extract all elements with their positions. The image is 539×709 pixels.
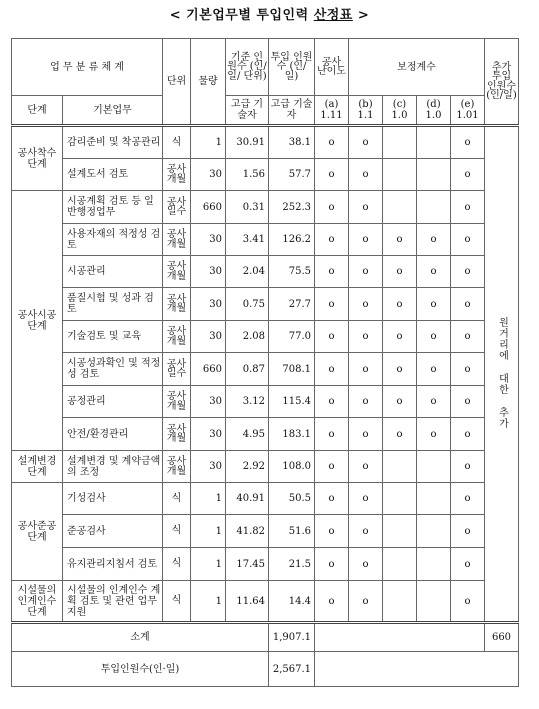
task-cell: 기성검사 [63, 483, 163, 515]
unit-header: 단위 [163, 39, 191, 126]
stage-cell: 공사시공 단계 [12, 191, 63, 451]
base-manpower-cell: 0.87 [226, 353, 269, 386]
factor-d-cell [417, 483, 451, 515]
table-row [12, 256, 519, 288]
input-manpower-cell: 126.2 [269, 224, 315, 256]
task-cell: 공정관리 [63, 386, 163, 418]
factor-c-cell: o [383, 386, 417, 418]
factor-a-cell: o [315, 126, 349, 159]
factor-e-cell: o [451, 515, 485, 548]
factor-e-header: (e) 1.01 [451, 96, 485, 126]
base-manpower-cell: 40.91 [226, 483, 269, 515]
quantity-cell: 660 [191, 191, 226, 224]
factor-a-cell: o [315, 224, 349, 256]
factor-d-cell [417, 581, 451, 623]
extra-manpower-header: 추가 투입 인원수 (인/일) [485, 39, 519, 126]
factor-b-cell: o [349, 386, 383, 418]
base-manpower-cell: 30.91 [226, 126, 269, 159]
total-blank [315, 652, 519, 687]
factor-e-cell: o [451, 224, 485, 256]
subtotal-value: 1,907.1 [269, 623, 315, 652]
factor-b-cell: o [349, 256, 383, 288]
factor-e-cell: o [451, 451, 485, 483]
factor-c-header: (c) 1.0 [383, 96, 417, 126]
factor-c-cell [383, 548, 417, 581]
factor-c-cell: o [383, 418, 417, 451]
factor-b-cell: o [349, 224, 383, 256]
factor-c-cell: o [383, 353, 417, 386]
table-row [12, 548, 519, 581]
factor-a-cell: o [315, 386, 349, 418]
table-row [12, 353, 519, 386]
quantity-cell: 30 [191, 224, 226, 256]
factor-a-cell: o [315, 353, 349, 386]
factor-e-cell: o [451, 321, 485, 353]
factor-d-cell: o [417, 418, 451, 451]
table-row [12, 224, 519, 256]
task-cell: 감리준비 및 착공관리 [63, 126, 163, 159]
factor-e-cell: o [451, 191, 485, 224]
stage-cell: 시설물의 인계인수 단계 [12, 581, 63, 623]
input-manpower-cell: 75.5 [269, 256, 315, 288]
page-title [0, 4, 539, 23]
factor-d-cell [417, 126, 451, 159]
input-manpower-cell: 115.4 [269, 386, 315, 418]
base-manpower-cell: 41.82 [226, 515, 269, 548]
unit-cell: 식 [163, 515, 191, 548]
base-manpower-cell: 2.08 [226, 321, 269, 353]
senior-tech-header-1: 고급 기술자 [226, 96, 269, 126]
quantity-cell: 30 [191, 451, 226, 483]
quantity-cell: 1 [191, 548, 226, 581]
task-cell: 안전/환경관리 [63, 418, 163, 451]
task-cell: 품질시험 및 성과 검토 [63, 288, 163, 321]
unit-cell: 공사 개월 [163, 224, 191, 256]
unit-cell: 식 [163, 548, 191, 581]
factor-d-cell: o [417, 224, 451, 256]
factor-d-cell [417, 191, 451, 224]
table-row [12, 191, 519, 224]
factor-e-cell: o [451, 418, 485, 451]
input-manpower-cell: 50.5 [269, 483, 315, 515]
extra-note-cell [485, 126, 519, 623]
senior-tech-header-2: 고급 기술자 [269, 96, 315, 126]
factor-e-cell: o [451, 483, 485, 515]
input-manpower-cell: 77.0 [269, 321, 315, 353]
table-row [12, 451, 519, 483]
factor-b-cell: o [349, 515, 383, 548]
table-row [12, 321, 519, 353]
input-manpower-header: 투입 인원수 (인/일) [269, 39, 315, 96]
factor-c-cell [383, 191, 417, 224]
quantity-cell: 1 [191, 581, 226, 623]
table-body [12, 39, 519, 687]
factor-c-cell [383, 451, 417, 483]
quantity-cell: 30 [191, 159, 226, 191]
input-manpower-cell: 21.5 [269, 548, 315, 581]
input-manpower-cell: 14.4 [269, 581, 315, 623]
task-cell: 유지관리지침서 검토 [63, 548, 163, 581]
factor-c-cell: o [383, 224, 417, 256]
base-manpower-cell: 17.45 [226, 548, 269, 581]
quantity-cell: 30 [191, 256, 226, 288]
quantity-cell: 1 [191, 126, 226, 159]
factor-a-cell: o [315, 451, 349, 483]
table-row [12, 418, 519, 451]
unit-cell: 공사 개월 [163, 159, 191, 191]
factor-b-cell: o [349, 581, 383, 623]
table-row [12, 483, 519, 515]
table-row [12, 126, 519, 159]
factor-d-cell [417, 548, 451, 581]
unit-cell: 공사 개월 [163, 321, 191, 353]
base-manpower-cell: 2.92 [226, 451, 269, 483]
factor-b-cell: o [349, 548, 383, 581]
subtotal-row [12, 623, 519, 652]
factor-b-cell: o [349, 321, 383, 353]
factor-d-cell: o [417, 386, 451, 418]
factor-d-cell: o [417, 256, 451, 288]
quantity-cell: 30 [191, 386, 226, 418]
factor-d-cell: o [417, 321, 451, 353]
quantity-cell: 1 [191, 515, 226, 548]
task-cell: 시공성과확인 및 적정성 검토 [63, 353, 163, 386]
quantity-cell: 30 [191, 418, 226, 451]
input-manpower-cell: 57.7 [269, 159, 315, 191]
stage-cell: 공사준공 단계 [12, 483, 63, 581]
factor-b-cell: o [349, 483, 383, 515]
factor-e-cell: o [451, 548, 485, 581]
factor-b-header: (b) 1.1 [349, 96, 383, 126]
input-manpower-cell: 252.3 [269, 191, 315, 224]
input-manpower-cell: 708.1 [269, 353, 315, 386]
subtotal-extra: 660 [485, 623, 519, 652]
factor-e-cell: o [451, 159, 485, 191]
unit-cell: 공사 일수 [163, 191, 191, 224]
factor-c-cell [383, 515, 417, 548]
factor-e-cell: o [451, 126, 485, 159]
factor-b-cell: o [349, 418, 383, 451]
title-prefix: < 기본업무별 투입인력 [169, 8, 314, 23]
factor-c-cell: o [383, 256, 417, 288]
basic-task-header: 기본업무 [63, 96, 163, 126]
task-cell: 설계도서 검토 [63, 159, 163, 191]
unit-cell: 식 [163, 483, 191, 515]
factor-e-cell: o [451, 288, 485, 321]
factor-c-cell: o [383, 321, 417, 353]
input-manpower-cell: 38.1 [269, 126, 315, 159]
factor-d-cell: o [417, 353, 451, 386]
title-underlined: 산정표 [313, 8, 353, 23]
task-cell: 시설물의 인계인수 계획 검토 및 관련 업무지원 [63, 581, 163, 623]
manpower-table [11, 38, 519, 687]
factor-c-cell [383, 581, 417, 623]
total-value: 2,567.1 [269, 652, 315, 687]
input-manpower-cell: 108.0 [269, 451, 315, 483]
factor-a-cell: o [315, 515, 349, 548]
header-row-2 [12, 96, 519, 126]
subtotal-blank [315, 623, 485, 652]
base-manpower-cell: 11.64 [226, 581, 269, 623]
factor-a-cell: o [315, 191, 349, 224]
factor-b-cell: o [349, 191, 383, 224]
table-row [12, 288, 519, 321]
quantity-cell: 30 [191, 321, 226, 353]
factor-e-cell: o [451, 386, 485, 418]
factor-a-cell: o [315, 159, 349, 191]
factor-a-cell: o [315, 418, 349, 451]
manpower-table-wrapper [11, 38, 519, 687]
stage-cell: 공사착수 단계 [12, 126, 63, 191]
unit-cell: 공사 개월 [163, 288, 191, 321]
quantity-cell: 30 [191, 288, 226, 321]
unit-cell: 공사 일수 [163, 353, 191, 386]
subtotal-label: 소계 [12, 623, 269, 652]
task-cell: 설계변경 및 계약금액의 조정 [63, 451, 163, 483]
factor-b-cell: o [349, 353, 383, 386]
header-row-1 [12, 39, 519, 96]
task-cell: 기술검토 및 교육 [63, 321, 163, 353]
stage-header: 단계 [12, 96, 63, 126]
base-manpower-header: 기준 인원수 (인/일/ 단위) [226, 39, 269, 96]
factor-a-cell: o [315, 288, 349, 321]
stage-cell: 설계변경 단계 [12, 451, 63, 483]
factor-c-cell [383, 483, 417, 515]
base-manpower-cell: 4.95 [226, 418, 269, 451]
unit-cell: 식 [163, 126, 191, 159]
factor-d-cell [417, 451, 451, 483]
base-manpower-cell: 0.75 [226, 288, 269, 321]
unit-cell: 공사 개월 [163, 386, 191, 418]
correction-header: 보정계수 [349, 39, 485, 96]
total-row [12, 652, 519, 687]
factor-d-cell: o [417, 288, 451, 321]
task-cell: 사용자재의 적정성 검토 [63, 224, 163, 256]
factor-a-cell: o [315, 256, 349, 288]
task-cell: 시공관리 [63, 256, 163, 288]
difficulty-header: 공사 난이도 [315, 39, 349, 96]
table-row [12, 581, 519, 623]
quantity-cell: 660 [191, 353, 226, 386]
factor-a-header: (a) 1.11 [315, 96, 349, 126]
factor-c-cell: o [383, 288, 417, 321]
base-manpower-cell: 3.12 [226, 386, 269, 418]
unit-cell: 공사 개월 [163, 451, 191, 483]
title-suffix: > [352, 8, 370, 23]
factor-d-header: (d) 1.0 [417, 96, 451, 126]
factor-e-cell: o [451, 581, 485, 623]
base-manpower-cell: 1.56 [226, 159, 269, 191]
unit-cell: 공사 개월 [163, 418, 191, 451]
quantity-header: 물량 [191, 39, 226, 126]
total-label: 투입인원수(인·일) [12, 652, 269, 687]
table-row [12, 159, 519, 191]
table-row [12, 386, 519, 418]
table-row [12, 515, 519, 548]
factor-d-cell [417, 515, 451, 548]
unit-cell: 식 [163, 581, 191, 623]
task-cell: 시공계획 검토 등 일반행정업무 [63, 191, 163, 224]
factor-c-cell [383, 159, 417, 191]
quantity-cell: 1 [191, 483, 226, 515]
factor-a-cell: o [315, 321, 349, 353]
factor-c-cell [383, 126, 417, 159]
factor-e-cell: o [451, 353, 485, 386]
input-manpower-cell: 27.7 [269, 288, 315, 321]
factor-b-cell: o [349, 288, 383, 321]
factor-a-cell: o [315, 548, 349, 581]
factor-d-cell [417, 159, 451, 191]
factor-b-cell: o [349, 451, 383, 483]
factor-a-cell: o [315, 483, 349, 515]
input-manpower-cell: 51.6 [269, 515, 315, 548]
base-manpower-cell: 0.31 [226, 191, 269, 224]
factor-b-cell: o [349, 126, 383, 159]
classification-header: 업 무 분 류 체 계 [12, 39, 163, 96]
base-manpower-cell: 2.04 [226, 256, 269, 288]
factor-b-cell: o [349, 159, 383, 191]
factor-e-cell: o [451, 256, 485, 288]
task-cell: 준공검사 [63, 515, 163, 548]
unit-cell: 공사 개월 [163, 256, 191, 288]
factor-a-cell: o [315, 581, 349, 623]
input-manpower-cell: 183.1 [269, 418, 315, 451]
base-manpower-cell: 3.41 [226, 224, 269, 256]
extra-note-text: 원거리에 대한 추가 [496, 316, 508, 429]
